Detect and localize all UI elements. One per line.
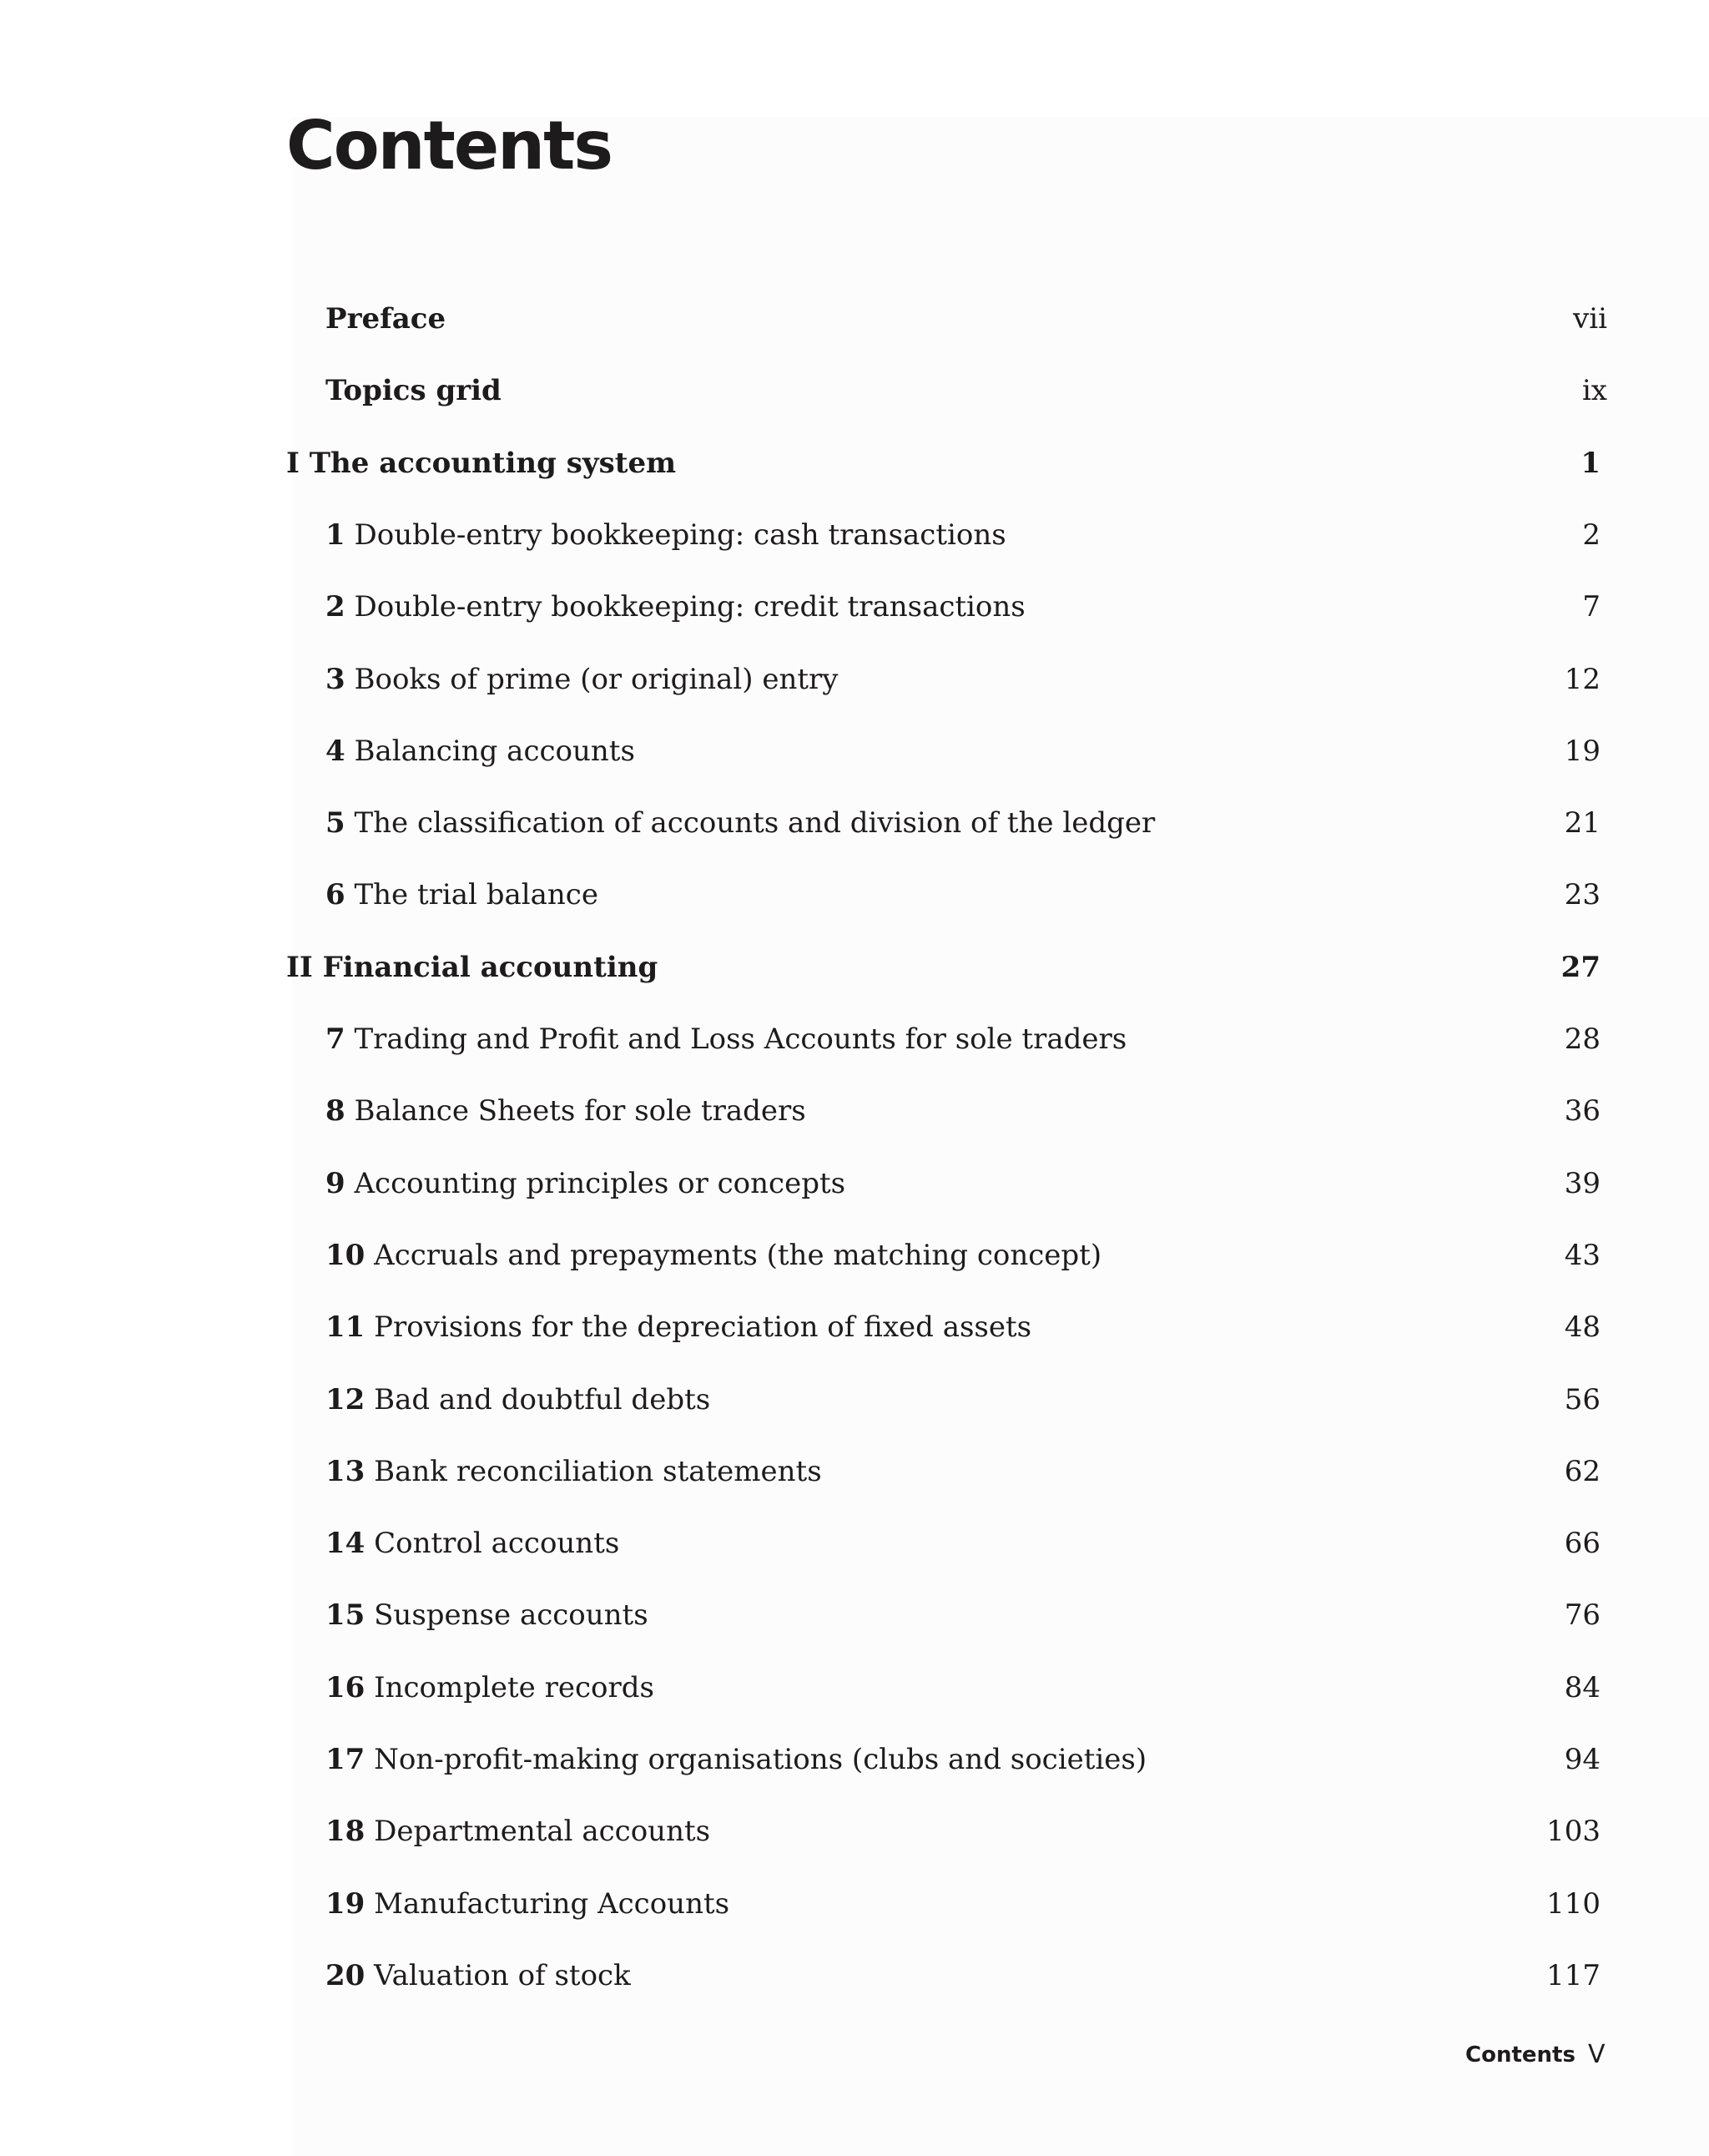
- toc-page-number: 43: [1564, 1239, 1601, 1272]
- toc-page-number: 1: [1580, 447, 1601, 480]
- toc-entry-text: [325, 1086, 806, 1136]
- chapter-number: 4: [325, 735, 345, 768]
- chapter-number: 10: [325, 1239, 365, 1272]
- toc-entry-text: [325, 798, 1155, 848]
- chapter-number: 8: [325, 1094, 345, 1128]
- chapter-number: 13: [325, 1455, 365, 1488]
- chapter-number: 12: [325, 1383, 365, 1416]
- toc-entry-title: Bad and doubtful debts: [374, 1383, 711, 1416]
- toc-page-number: 56: [1564, 1383, 1601, 1416]
- toc-entry-title: Provisions for the depreciation of fixed assets: [374, 1310, 1032, 1344]
- toc-page-number: 7: [1582, 590, 1601, 624]
- toc-page-number: 39: [1564, 1167, 1601, 1200]
- toc-page-number: 110: [1546, 1887, 1601, 1921]
- toc-entry-text: [325, 366, 502, 416]
- toc-page-number: 23: [1564, 878, 1601, 911]
- toc-entry-text: [325, 1302, 1031, 1352]
- chapter-number: 9: [325, 1167, 345, 1200]
- chapter-number: 7: [325, 1022, 345, 1056]
- toc-chapter-entry: [325, 510, 1601, 560]
- page-number: V: [1588, 2040, 1606, 2069]
- toc-page-number: 36: [1564, 1094, 1601, 1128]
- running-footer-label: Contents: [1465, 2042, 1575, 2068]
- toc-chapter-entry: [325, 1663, 1601, 1713]
- chapter-number: 3: [325, 663, 345, 696]
- toc-page-number: ix: [1581, 374, 1607, 407]
- toc-page-number: 66: [1564, 1527, 1601, 1560]
- toc-entry-text: [325, 1159, 845, 1209]
- toc-entry-text: [325, 1518, 619, 1568]
- toc-front-matter-entry: [325, 294, 1607, 344]
- toc-chapter-entry: [325, 1590, 1601, 1640]
- chapter-number: 20: [325, 1959, 365, 1992]
- page-title: Contents: [286, 107, 612, 184]
- toc-front-matter-entry: [325, 366, 1607, 416]
- toc-entry-text: [325, 1447, 822, 1497]
- toc-chapter-entry: [325, 1159, 1601, 1209]
- toc-page-number: 62: [1564, 1455, 1601, 1488]
- toc-page-number: 84: [1564, 1671, 1601, 1704]
- toc-chapter-entry: [325, 1879, 1601, 1929]
- toc-chapter-entry: [325, 1014, 1601, 1064]
- toc-entry-text: [325, 1806, 710, 1856]
- toc-chapter-entry: [325, 1518, 1601, 1568]
- toc-entry-title: I The accounting system: [286, 447, 677, 480]
- chapter-number: 6: [325, 878, 345, 911]
- chapter-number: 11: [325, 1310, 365, 1344]
- toc-chapter-entry: [325, 1734, 1601, 1785]
- chapter-number: 14: [325, 1527, 365, 1560]
- toc-entry-text: [325, 654, 838, 704]
- toc-chapter-entry: [325, 654, 1601, 704]
- toc-page-number: 117: [1546, 1959, 1601, 1992]
- toc-page-number: vii: [1573, 302, 1607, 336]
- toc-entry-title: The classification of accounts and division of the ledger: [354, 806, 1156, 840]
- toc-entry-title: Control accounts: [374, 1527, 620, 1560]
- toc-entry-title: Accruals and prepayments (the matching concept): [374, 1239, 1102, 1272]
- toc-entry-title: Accounting principles or concepts: [354, 1167, 846, 1200]
- chapter-number: 16: [325, 1671, 365, 1704]
- toc-entry-title: II Financial accounting: [286, 951, 658, 984]
- chapter-number: 18: [325, 1815, 365, 1848]
- toc-page-number: 21: [1564, 806, 1601, 840]
- toc-entry-text: [325, 1230, 1102, 1280]
- toc-part-heading: [286, 438, 1601, 488]
- toc-entry-text: [325, 1014, 1127, 1064]
- toc-entry-text: [325, 582, 1026, 632]
- toc-entry-text: [286, 942, 658, 992]
- toc-chapter-entry: [325, 582, 1601, 632]
- toc-page-number: 27: [1560, 951, 1601, 984]
- toc-entry-text: [325, 1663, 654, 1713]
- toc-entry-text: [325, 1590, 648, 1640]
- toc-entry-title: Departmental accounts: [374, 1815, 711, 1848]
- chapter-number: 15: [325, 1598, 365, 1632]
- toc-entry-title: Trading and Profit and Loss Accounts for sole traders: [354, 1022, 1127, 1056]
- toc-chapter-entry: [325, 726, 1601, 776]
- toc-entry-title: Suspense accounts: [374, 1598, 648, 1632]
- toc-entry-text: [325, 870, 598, 920]
- toc-chapter-entry: [325, 1806, 1601, 1856]
- toc-entry-title: Bank reconciliation statements: [374, 1455, 822, 1488]
- toc-entry-title: The trial balance: [354, 878, 598, 911]
- toc-entry-text: [325, 1734, 1147, 1785]
- toc-page-number: 12: [1564, 663, 1601, 696]
- toc-entry-text: [286, 438, 676, 488]
- toc-chapter-entry: [325, 1375, 1601, 1425]
- chapter-number: 5: [325, 806, 345, 840]
- toc-entry-title: Valuation of stock: [374, 1959, 631, 1992]
- toc-entry-text: [325, 726, 635, 776]
- chapter-number: 1: [325, 518, 345, 552]
- toc-entry-title: Topics grid: [325, 374, 502, 407]
- chapter-number: 17: [325, 1743, 365, 1776]
- toc-entry-title: Double-entry bookkeeping: cash transactions: [354, 518, 1006, 552]
- toc-page-number: 2: [1582, 518, 1601, 552]
- toc-entry-title: Books of prime (or original) entry: [354, 663, 839, 696]
- toc-page-number: 76: [1564, 1598, 1601, 1632]
- toc-entry-text: [325, 1375, 710, 1425]
- toc-page-number: 28: [1564, 1022, 1601, 1056]
- toc-chapter-entry: [325, 870, 1601, 920]
- toc-chapter-entry: [325, 798, 1601, 848]
- toc-part-heading: [286, 942, 1601, 992]
- toc-chapter-entry: [325, 1951, 1601, 2001]
- toc-entry-title: Balance Sheets for sole traders: [354, 1094, 806, 1128]
- chapter-number: 19: [325, 1887, 365, 1921]
- toc-entry-title: Manufacturing Accounts: [374, 1887, 730, 1921]
- toc-entry-text: [325, 510, 1006, 560]
- toc-chapter-entry: [325, 1086, 1601, 1136]
- toc-page-number: 103: [1546, 1815, 1601, 1848]
- toc-chapter-entry: [325, 1230, 1601, 1280]
- toc-entry-title: Non-profit-making organisations (clubs and societies): [374, 1743, 1147, 1776]
- toc-chapter-entry: [325, 1302, 1601, 1352]
- toc-entry-title: Preface: [325, 302, 446, 336]
- chapter-number: 2: [325, 590, 345, 624]
- toc-entry-text: [325, 1879, 729, 1929]
- toc-entry-text: [325, 294, 446, 344]
- toc-page-number: 19: [1564, 735, 1601, 768]
- toc-entry-title: Double-entry bookkeeping: credit transactions: [354, 590, 1026, 624]
- toc-entry-text: [325, 1951, 631, 2001]
- toc-chapter-entry: [325, 1447, 1601, 1497]
- toc-page-number: 48: [1564, 1310, 1601, 1344]
- toc-entry-title: Balancing accounts: [354, 735, 635, 768]
- toc-page-number: 94: [1564, 1743, 1601, 1776]
- toc-entry-title: Incomplete records: [374, 1671, 654, 1704]
